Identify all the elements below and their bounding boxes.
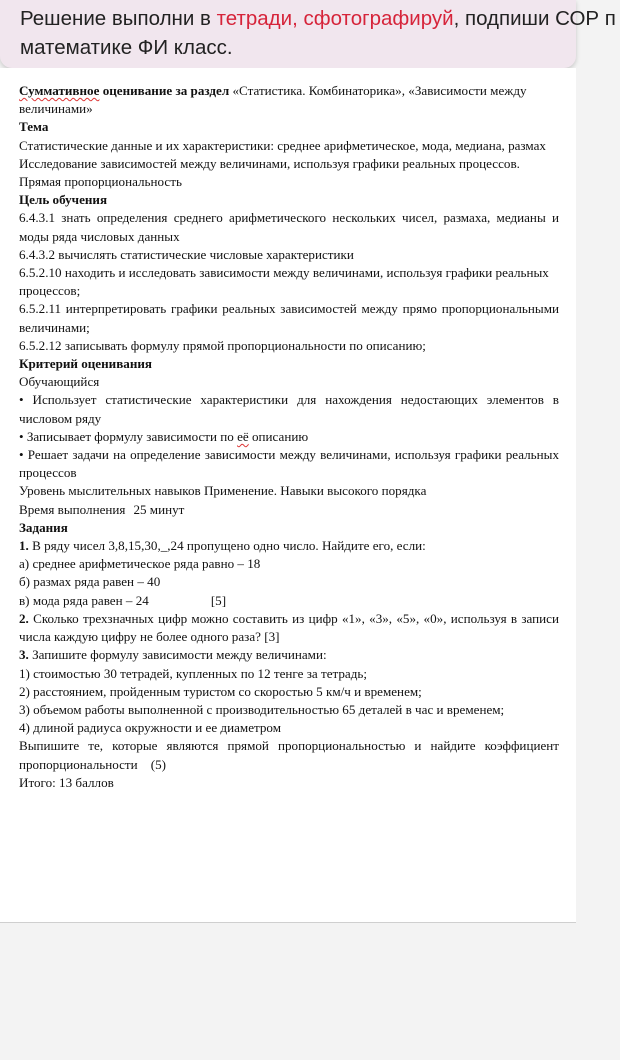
criteria-learner: Обучающийся bbox=[19, 374, 100, 390]
document-content bbox=[19, 82, 559, 792]
task-text: Выпишите те, которые являются прямой пропорциональностью и найдите коэффициент пропорциональности bbox=[19, 738, 559, 772]
goal-heading: Цель обучения bbox=[19, 192, 108, 208]
task-1-option: б) размах ряда равен – 40 bbox=[19, 574, 161, 590]
task-number: 1. bbox=[19, 538, 29, 554]
task-text: Запишите формулу зависимости между величинами: bbox=[28, 647, 327, 663]
criteria-item: • Решает задачи на определение зависимости между величинами, используя графики реальных процессов bbox=[19, 447, 559, 481]
task-3-item: 3) объемом работы выполненной с производительностью 65 деталей в час и временем; bbox=[19, 701, 505, 717]
time-value: 25 минут bbox=[133, 501, 185, 517]
criteria-heading: Критерий оценивания bbox=[19, 356, 152, 372]
task-option-text: в) мода ряда равен – 24 bbox=[19, 592, 149, 608]
header-bold-rest: оценивание за раздел bbox=[99, 83, 233, 98]
tema-item: Статистические данные и их характеристики: среднее арифметическое, мода, медиана, размах bbox=[19, 137, 546, 153]
criteria-text: описанию bbox=[248, 428, 309, 444]
goal-item: 6.5.2.11 интерпретировать графики реальных зависимостей между прямо пропорциональными величинами; bbox=[19, 301, 559, 335]
task-text: Сколько трехзначных цифр можно составить из цифр «1», «3», «5», «0», используя в записи числа каждую цифру не более одного раза? bbox=[19, 610, 559, 645]
criteria-item: • Использует статистические характеристики для нахождения недостающих элементов в числовом ряду bbox=[19, 392, 559, 426]
empty-area bbox=[0, 923, 576, 1060]
header-line2: величинами» bbox=[19, 101, 93, 117]
instruction-banner bbox=[0, 0, 616, 68]
document-page bbox=[0, 68, 576, 923]
tasks-heading: Задания bbox=[19, 519, 68, 535]
task-points: (5) bbox=[150, 756, 166, 772]
criteria-spellcheck-word: её bbox=[237, 428, 249, 444]
task-3-item: 2) расстоянием, пройденным туристом со скоростью 5 км/ч и временем; bbox=[19, 683, 422, 699]
thinking-level: Уровень мыслительных навыков Применение. Навыки высокого порядка bbox=[19, 483, 427, 499]
header-section-name: «Статистика. Комбинаторика», «Зависимости между bbox=[232, 83, 527, 98]
instruction-line1-end: , подпиши СОР п bbox=[453, 7, 616, 30]
task-3-instruction bbox=[19, 737, 559, 773]
instruction-line1-start: Решение выполни в bbox=[20, 7, 217, 30]
tema-heading: Тема bbox=[19, 119, 49, 135]
task-text: В ряду чисел 3,8,15,30,_,24 пропущено одно число. Найдите его, если: bbox=[28, 538, 426, 554]
goal-item: 6.5.2.10 находить и исследовать зависимости между величинами, используя графики реальных процессов; bbox=[19, 265, 549, 299]
instruction-line2: математике ФИ класс. bbox=[20, 36, 233, 59]
time-label: Время выполнения bbox=[19, 501, 126, 517]
task-2 bbox=[19, 610, 559, 646]
task-3-item: 1) стоимостью 30 тетрадей, купленных по 12 тенге за тетрадь; bbox=[19, 665, 368, 681]
task-3-item: 4) длиной радиуса окружности и ее диаметром bbox=[19, 720, 282, 736]
time-row bbox=[19, 501, 559, 519]
instruction-text bbox=[20, 4, 620, 62]
task-3 bbox=[19, 646, 559, 664]
task-points: [3] bbox=[264, 629, 280, 645]
task-number: 3. bbox=[19, 647, 29, 663]
goal-item: 6.4.3.1 знать определения среднего арифметического нескольких чисел, размаха, медианы и моды ряда числовых данных bbox=[19, 210, 559, 244]
task-1-option-last bbox=[19, 592, 559, 610]
criteria-text: • Записывает формулу зависимости по bbox=[19, 428, 238, 444]
goal-item: 6.5.2.12 записывать формулу прямой пропорциональности по описанию; bbox=[19, 337, 426, 353]
instruction-highlight: тетради, сфотографируй bbox=[216, 7, 454, 30]
tema-item: Прямая пропорциональность bbox=[19, 174, 182, 190]
total-score: Итого: 13 баллов bbox=[19, 774, 114, 790]
task-points: [5] bbox=[210, 592, 227, 608]
criteria-item bbox=[19, 428, 559, 446]
task-1 bbox=[19, 537, 559, 555]
header-bold-word: Суммативное bbox=[19, 83, 100, 98]
task-number: 2. bbox=[19, 610, 29, 626]
document-header bbox=[19, 82, 559, 100]
task-1-option: а) среднее арифметическое ряда равно – 18 bbox=[19, 556, 261, 572]
goal-item: 6.4.3.2 вычислять статистические числовые характеристики bbox=[19, 246, 354, 262]
tema-item: Исследование зависимостей между величинами, используя графики реальных процессов. bbox=[19, 155, 520, 171]
